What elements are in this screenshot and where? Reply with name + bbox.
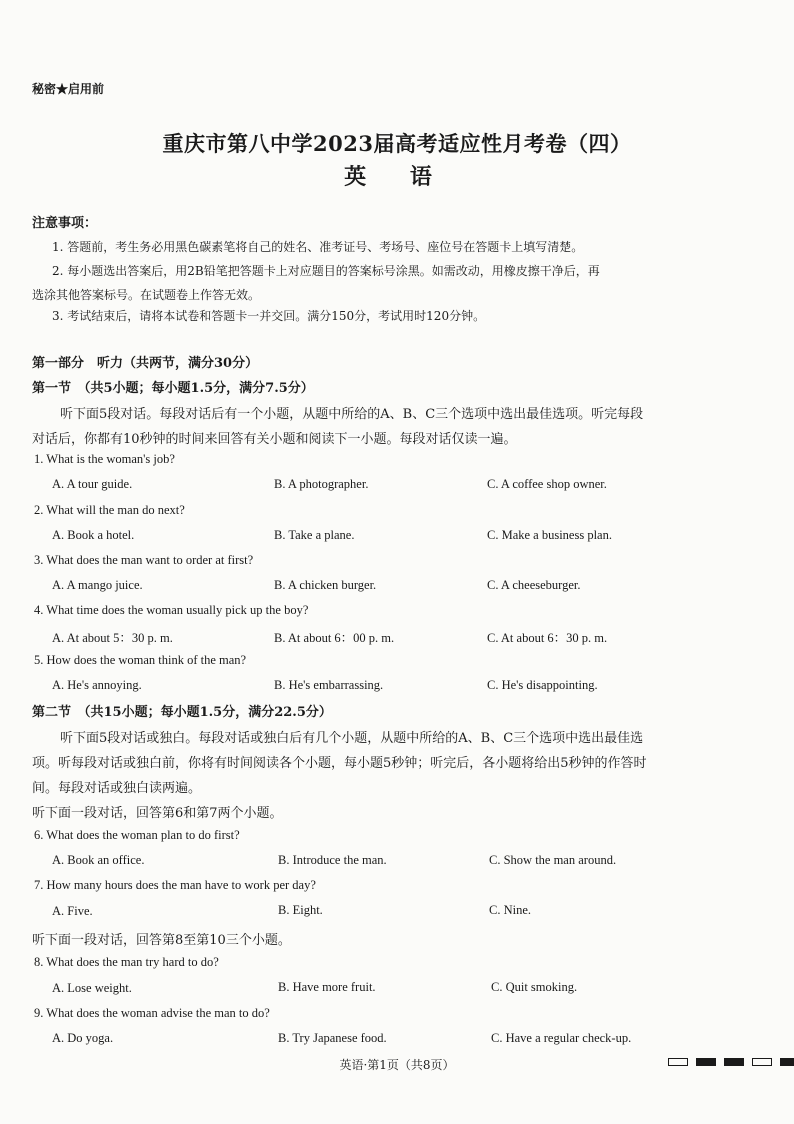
q8-option-b: B. Have more fruit. [278, 980, 376, 994]
q6-option-c: C. Show the man around. [489, 853, 617, 867]
mark-hollow [752, 1058, 772, 1066]
note-2a: 2. 每小题选出答案后，用2B铅笔把答题卡上对应题目的答案标号涂黑。如需改动，用橡皮擦干净后，再 [52, 264, 600, 278]
section2-title: 第二节 （共15小题；每小题1.5分，满分22.5分） [32, 705, 332, 720]
q4-option-a: A. At about 5：30 p. m. [52, 631, 173, 645]
dialogue-intro-6-7: 听下面一段对话，回答第6和第7两个小题。 [32, 806, 283, 821]
q1-option-c: C. A coffee shop owner. [487, 477, 607, 491]
notes-heading: 注意事项： [32, 216, 98, 231]
question-2: 2. What will the man do next? [34, 503, 185, 517]
section2-instruction-c: 间。每段对话或独白读两遍。 [32, 781, 202, 796]
q3-option-b: B. A chicken burger. [274, 578, 377, 592]
question-7: 7. How many hours does the man have to work per day? [34, 878, 316, 892]
q7-option-a: A. Five. [52, 904, 93, 918]
q1-option-a: A. A tour guide. [52, 477, 133, 491]
q7-option-c: C. Nine. [489, 903, 532, 917]
q1-option-b: B. A photographer. [274, 477, 369, 491]
section1-instruction-a: 听下面5段对话。每段对话后有一个小题，从题中所给的A、B、C三个选项中选出最佳选项。听完每段 [60, 407, 644, 422]
q7-option-b: B. Eight. [278, 903, 323, 917]
q6-option-b: B. Introduce the man. [278, 853, 387, 867]
q5-option-a: A. He's annoying. [52, 678, 142, 692]
dialogue-intro-8-10: 听下面一段对话，回答第8至第10三个小题。 [32, 933, 291, 948]
section1-instruction-b: 对话后，你都有10秒钟的时间来回答有关小题和阅读下一小题。每段对话仅读一遍。 [32, 432, 517, 447]
registration-marks [668, 1058, 794, 1066]
mark-filled [780, 1058, 794, 1066]
part1-title: 第一部分 听力（共两节，满分30分） [32, 356, 259, 371]
question-3: 3. What does the man want to order at first? [34, 553, 254, 567]
q9-option-a: A. Do yoga. [52, 1031, 114, 1045]
q6-option-a: A. Book an office. [52, 853, 145, 867]
section2-instruction-a: 听下面5段对话或独白。每段对话或独白后有几个小题，从题中所给的A、B、C三个选项中选出最佳选 [60, 731, 644, 746]
q2-option-b: B. Take a plane. [274, 528, 355, 542]
confidential-label: 秘密★启用前 [32, 82, 105, 96]
q4-option-c: C. At about 6：30 p. m. [487, 631, 608, 645]
q9-option-c: C. Have a regular check-up. [491, 1031, 632, 1045]
mark-hollow [668, 1058, 688, 1066]
question-5: 5. How does the woman think of the man? [34, 653, 247, 667]
section1-title: 第一节 （共5小题；每小题1.5分，满分7.5分） [32, 381, 314, 396]
section2-instruction-b: 项。听每段对话或独白前，你将有时间阅读各个小题，每小题5秒钟；听完后，各小题将给出5秒钟的作答时 [32, 756, 647, 771]
page-footer: 英语·第1页（共8页） [339, 1058, 455, 1072]
q2-option-c: C. Make a business plan. [487, 528, 612, 542]
question-4: 4. What time does the woman usually pick up the boy? [34, 603, 309, 617]
q5-option-b: B. He's embarrassing. [274, 678, 384, 692]
q3-option-c: C. A cheeseburger. [487, 578, 581, 592]
exam-title: 重庆市第八中学2023届高考适应性月考卷（四） [162, 131, 632, 156]
question-1: 1. What is the woman's job? [34, 452, 175, 466]
note-3: 3. 考试结束后，请将本试卷和答题卡一并交回。满分150分，考试用时120分钟。 [52, 309, 486, 323]
q5-option-c: C. He's disappointing. [487, 678, 598, 692]
q9-option-b: B. Try Japanese food. [278, 1031, 387, 1045]
question-9: 9. What does the woman advise the man to do? [34, 1006, 270, 1020]
q2-option-a: A. Book a hotel. [52, 528, 135, 542]
question-6: 6. What does the woman plan to do first? [34, 828, 240, 842]
q8-option-a: A. Lose weight. [52, 981, 132, 995]
q8-option-c: C. Quit smoking. [491, 980, 578, 994]
q3-option-a: A. A mango juice. [52, 578, 143, 592]
subject-title: 英 语 [344, 164, 450, 190]
note-2b: 选涂其他答案标号。在试题卷上作答无效。 [32, 288, 261, 302]
q4-option-b: B. At about 6：00 p. m. [274, 631, 395, 645]
mark-filled [724, 1058, 744, 1066]
note-1: 1. 答题前，考生务必用黑色碳素笔将自己的姓名、准考证号、考场号、座位号在答题卡上填写清楚。 [52, 240, 584, 254]
mark-filled [696, 1058, 716, 1066]
question-8: 8. What does the man try hard to do? [34, 955, 219, 969]
